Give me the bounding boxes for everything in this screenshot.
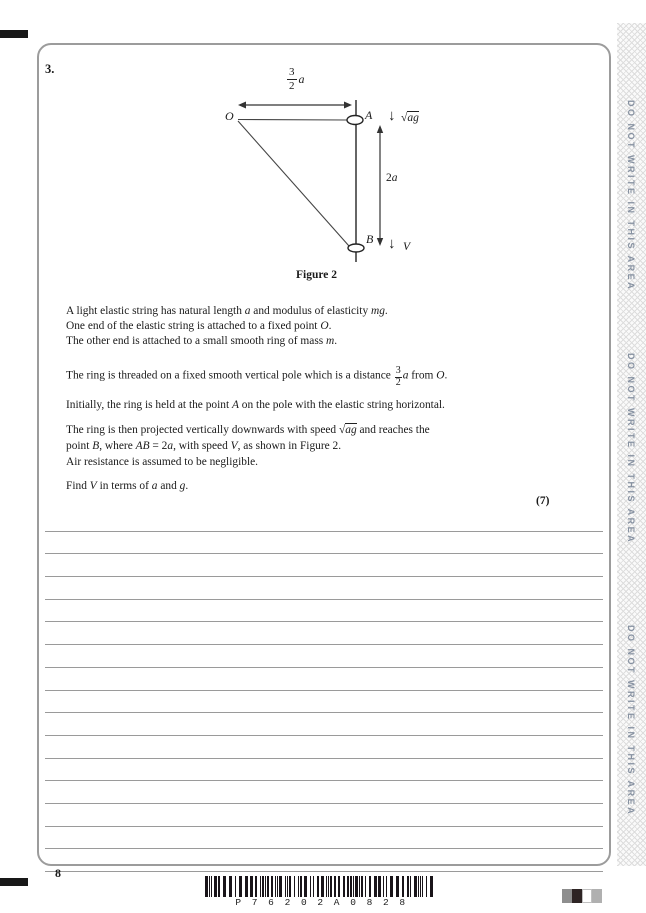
problem-text-line: Find V in terms of a and g. <box>66 480 189 492</box>
point-a-label: A <box>365 108 373 122</box>
answer-line <box>45 577 603 600</box>
problem-text-line: point B, where AB = 2a, with speed V, as shown in Figure 2. <box>66 440 342 452</box>
answer-line <box>45 736 603 759</box>
print-color-block <box>582 889 592 903</box>
point-o-label: O <box>225 109 234 123</box>
answer-line <box>45 668 603 691</box>
answer-line <box>45 532 603 555</box>
do-not-write-text: DO NOT WRITE IN THIS AREA <box>626 625 636 817</box>
barcode <box>205 876 438 908</box>
figure-diagram <box>180 55 460 290</box>
problem-text-line: The ring is threaded on a fixed smooth vertical pole which is a distance $\frac{3}{2}$ a from O. <box>66 365 448 388</box>
barcode-bars <box>205 876 438 897</box>
speed-a-label: √ag <box>401 112 419 124</box>
print-color-block <box>562 889 572 903</box>
speed-b-label: V <box>403 241 411 253</box>
answer-line <box>45 781 603 804</box>
answer-line <box>45 554 603 577</box>
marks-badge: (7) <box>536 495 550 507</box>
answer-line <box>45 509 603 532</box>
problem-text-line: The ring is then projected vertically downwards with speed √ag and reaches the <box>66 424 430 436</box>
page-number: 8 <box>55 866 61 880</box>
arrowhead-up <box>377 125 383 133</box>
down-arrow-icon: ↓ <box>388 236 396 252</box>
print-color-block <box>592 889 602 903</box>
string-ob <box>238 121 349 246</box>
binding-mark-top <box>0 30 28 38</box>
question-box <box>37 43 611 866</box>
do-not-write-text: DO NOT WRITE IN THIS AREA <box>626 100 636 292</box>
answer-line <box>45 759 603 782</box>
ring-at-b <box>348 244 364 252</box>
print-color-block <box>572 889 582 903</box>
problem-text-line: Air resistance is assumed to be negligible. <box>66 456 259 468</box>
arrowhead-left <box>238 102 246 109</box>
distance-ab-label: 2a <box>386 172 398 184</box>
question-number: 3. <box>45 62 55 76</box>
arrowhead-down <box>377 238 383 246</box>
answer-line <box>45 645 603 668</box>
distance-label-oa <box>287 66 305 93</box>
point-b-label: B <box>366 232 374 246</box>
barcode-text: P 7 6 2 0 2 A 0 8 2 8 <box>235 897 408 908</box>
answer-line <box>45 827 603 850</box>
problem-text-line: Initially, the ring is held at the point A on the pole with the elastic string horizontal. <box>66 399 445 411</box>
string-oa <box>238 120 347 121</box>
fraction-denominator: 2 <box>289 80 295 93</box>
do-not-write-text: DO NOT WRITE IN THIS AREA <box>626 353 636 545</box>
do-not-write-margin <box>617 23 646 866</box>
problem-text-line: The other end is attached to a small smooth ring of mass m. <box>66 335 338 347</box>
arrowhead-right <box>344 102 352 109</box>
figure-2 <box>180 55 460 290</box>
figure-caption: Figure 2 <box>296 269 337 281</box>
binding-mark-bottom <box>0 878 28 886</box>
answer-line <box>45 691 603 714</box>
answer-line <box>45 804 603 827</box>
answer-line <box>45 713 603 736</box>
answer-lines[interactable] <box>45 509 603 872</box>
problem-text-line: One end of the elastic string is attached to a fixed point O. <box>66 320 332 332</box>
problem-text-line: A light elastic string has natural length a and modulus of elasticity mg. <box>66 305 388 317</box>
answer-line <box>45 622 603 645</box>
print-registration-blocks <box>562 889 602 903</box>
answer-line <box>45 600 603 623</box>
answer-line <box>45 849 603 872</box>
ring-at-a <box>347 116 363 125</box>
fraction-variable: a <box>298 72 305 87</box>
down-arrow-icon: ↓ <box>388 108 396 124</box>
fraction-numerator: 3 <box>287 66 297 80</box>
